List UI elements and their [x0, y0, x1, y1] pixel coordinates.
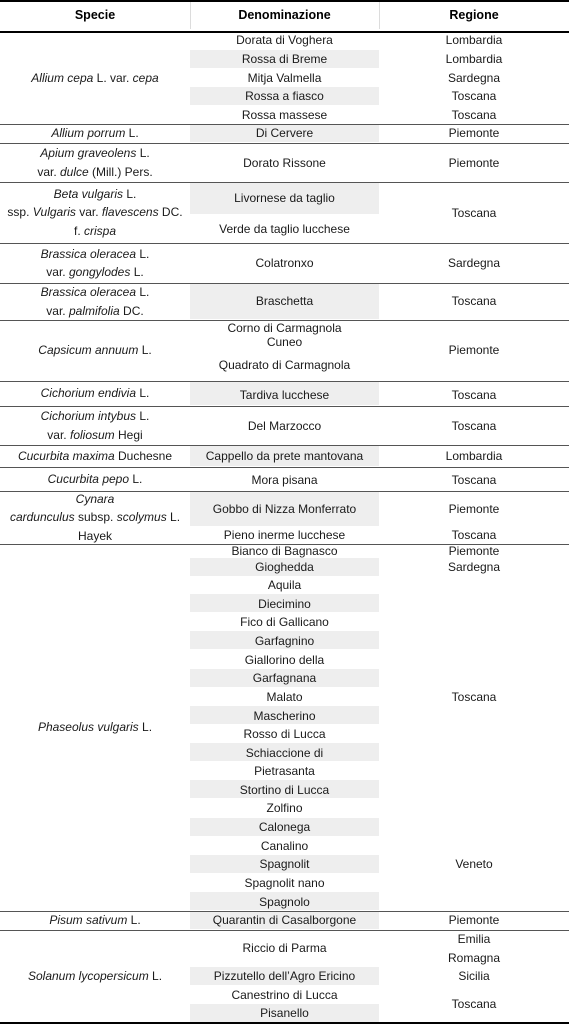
denomination-cell: Spagnolit nano — [244, 876, 325, 890]
species-name-italic: cardunculus — [9, 510, 75, 525]
species-name-text: var. — [46, 303, 69, 318]
denomination-cell: Mitja Valmella — [247, 71, 322, 85]
species-cell — [0, 384, 190, 403]
species-name-text: Duchesne — [114, 448, 173, 463]
region-cell: Piemonte — [448, 502, 500, 516]
species-name-italic: gongylodes — [68, 265, 131, 279]
region-cell: Lombardia — [445, 33, 503, 47]
region-cell: Toscana — [451, 997, 497, 1011]
region-cell: Veneto — [455, 857, 493, 871]
species-line — [0, 911, 190, 930]
denomination-cell: Pizzutello dell’Agro Ericino — [213, 969, 356, 983]
species-line — [0, 245, 190, 264]
species-name-italic: Vulgaris — [32, 205, 76, 220]
region-cell: Sardegna — [447, 256, 501, 270]
species-name-italic: dulce — [60, 164, 89, 179]
species-name-italic: Brassica oleracea — [40, 285, 137, 299]
species-cell — [0, 447, 190, 466]
species-name-italic: Allium porrum — [51, 126, 126, 141]
species-line — [0, 470, 190, 489]
species-line — [0, 341, 190, 360]
species-cell — [0, 490, 190, 546]
denomination-cell: Fico di Gallicano — [240, 615, 329, 629]
denomination-cell: Canalino — [260, 839, 309, 853]
species-line — [0, 124, 190, 143]
species-name-text: L. — [166, 510, 181, 525]
denomination-cell: Stortino di Lucca — [239, 783, 330, 797]
denomination-cell: Pietrasanta — [254, 764, 315, 778]
header-species: Specie — [74, 8, 116, 22]
region-cell: Lombardia — [445, 52, 503, 66]
species-line — [0, 163, 190, 182]
species-name-italic: Pisum sativum — [49, 913, 128, 928]
denomination-cell: Del Marzocco — [247, 419, 322, 433]
region-cell: Toscana — [451, 473, 497, 487]
species-name-text: L. — [136, 246, 150, 261]
denomination-cell: Malato — [266, 690, 303, 704]
denomination-cell: Giallorino della — [244, 653, 325, 667]
region-cell: Sardegna — [447, 560, 501, 574]
denomination-cell: Quarantin di Casalborgone — [212, 913, 357, 927]
region-cell: Piemonte — [448, 343, 500, 357]
denomination-cell: Braschetta — [255, 294, 314, 308]
species-line — [0, 144, 190, 163]
species-name-italic: Cynara — [75, 491, 115, 506]
species-name-text: L. — [138, 720, 153, 735]
denomination-cell: Gobbo di Nizza Monferrato — [212, 502, 357, 516]
group-separator — [0, 467, 569, 468]
species-line — [0, 407, 190, 426]
species-line — [0, 283, 190, 302]
denomination-cell: Spagnolo — [259, 895, 310, 909]
denomination-cell: Dorato Rissone — [243, 156, 326, 170]
species-name-text: (Mill.) Pers. — [88, 164, 153, 179]
header-region: Regione — [449, 8, 499, 22]
species-name-italic: Solanum lycopersicum — [27, 968, 149, 983]
species-name-text: var. — [46, 265, 69, 279]
species-name-text: var. — [75, 205, 102, 220]
denomination-cell: Pieno inerme lucchese — [223, 528, 346, 542]
species-cell — [0, 185, 190, 241]
region-cell: Toscana — [451, 388, 497, 402]
species-name-italic: cepa — [132, 71, 159, 86]
species-name-italic: Brassica oleracea — [40, 246, 137, 261]
species-line — [0, 185, 190, 204]
species-name-text: L. — [125, 126, 139, 141]
species-name-text: L. var. — [93, 71, 133, 86]
species-cell — [0, 341, 190, 360]
species-line — [0, 69, 190, 88]
header-divider — [379, 2, 380, 29]
denomination-cell: Mascherino — [253, 709, 316, 723]
species-line — [0, 263, 190, 282]
species-name-italic: Capsicum annuum — [38, 343, 139, 358]
region-cell: Toscana — [451, 294, 497, 308]
denomination-cell: Di Cervere — [255, 126, 314, 140]
denomination-cell: Garfagnana — [252, 671, 317, 685]
denomination-cell: Colatronxo — [255, 256, 314, 270]
species-name-text: DC. — [119, 303, 144, 318]
denomination-cell: Tardiva lucchese — [239, 388, 330, 402]
species-name-italic: Cichorium intybus — [40, 409, 137, 423]
species-name-text: L. — [148, 968, 163, 983]
region-cell: Toscana — [451, 528, 497, 542]
species-cell — [0, 407, 190, 444]
denomination-cell: Cappello da prete mantovana — [205, 449, 364, 463]
species-line — [0, 490, 190, 509]
species-line — [0, 447, 190, 466]
species-name-text: DC. — [158, 205, 183, 220]
species-name-text: L. — [129, 471, 143, 486]
region-cell: Piemonte — [448, 156, 500, 170]
species-name-text: var. — [47, 427, 70, 442]
denomination-cell: Mora pisana — [251, 473, 318, 487]
species-name-italic: crispa — [84, 223, 117, 238]
denomination-cell: Riccio di Parma — [242, 941, 327, 955]
species-name-text: L. — [123, 186, 137, 201]
denomination-cell: Livornese da taglio — [234, 191, 335, 205]
species-name-italic: flavescens — [101, 205, 159, 220]
denomination-cell: Calonega — [258, 820, 311, 834]
species-name-italic: scolymus — [116, 510, 167, 525]
species-name-text: ssp. — [7, 205, 33, 220]
header-divider — [190, 2, 191, 29]
denomination-cell: Cuneo — [266, 335, 303, 349]
species-cell — [0, 69, 190, 88]
species-line — [0, 302, 190, 321]
denomination-cell: Rosso di Lucca — [243, 727, 326, 741]
species-cell — [0, 911, 190, 930]
denomination-cell: Rossa a fiasco — [245, 89, 324, 103]
species-name-italic: Cichorium endivia — [40, 386, 137, 401]
species-cell — [0, 967, 190, 986]
species-name-italic: Phaseolus vulgaris — [37, 720, 139, 735]
species-name-text: var. — [37, 164, 60, 179]
region-cell: Emilia — [457, 932, 491, 946]
region-cell: Piemonte — [448, 126, 500, 140]
region-cell: Toscana — [451, 108, 497, 122]
denomination-cell: Rossa di Breme — [241, 52, 328, 66]
region-cell: Sardegna — [447, 71, 501, 85]
species-cell — [0, 283, 190, 320]
denomination-cell: Bianco di Bagnasco — [231, 544, 338, 558]
species-name-italic: Cucurbita maxima — [17, 448, 115, 463]
species-name-text: L. — [136, 146, 150, 160]
species-line — [0, 967, 190, 986]
species-name-italic: palmifolia — [68, 303, 120, 318]
species-cell — [0, 245, 190, 282]
region-cell: Toscana — [451, 419, 497, 433]
denomination-cell: Quadrato di Carmagnola — [218, 358, 351, 372]
species-name-text: Hayek — [77, 528, 112, 543]
species-line — [0, 718, 190, 737]
denomination-cell: Aquila — [267, 578, 302, 592]
species-line — [0, 203, 190, 222]
denomination-cell: Gioghedda — [255, 560, 314, 574]
species-line — [0, 222, 190, 241]
species-name-italic: foliosum — [69, 427, 115, 442]
species-name-italic: Cucurbita pepo — [47, 471, 130, 486]
region-cell: Romagna — [447, 951, 501, 965]
species-cell — [0, 124, 190, 143]
region-cell: Piemonte — [448, 913, 500, 927]
denomination-cell: Canestrino di Lucca — [231, 988, 338, 1002]
denomination-cell: Schiaccione di — [245, 746, 324, 760]
species-name-text: subsp. — [74, 510, 117, 525]
denomination-cell: Diecimino — [258, 597, 311, 611]
species-name-text: L. — [127, 913, 141, 928]
species-cell — [0, 718, 190, 737]
region-cell: Piemonte — [448, 544, 500, 558]
region-cell: Lombardia — [445, 449, 503, 463]
denomination-cell: Spagnolit — [259, 857, 310, 871]
denomination-cell: Pisanello — [260, 1006, 309, 1020]
species-name-text: L. — [136, 285, 150, 299]
species-cell — [0, 144, 190, 181]
denomination-cell: Garfagnino — [254, 634, 315, 648]
species-name-text: L. — [130, 265, 144, 279]
header-denomination: Denominazione — [238, 8, 331, 22]
region-cell: Toscana — [451, 206, 497, 220]
denomination-cell: Corno di Carmagnola — [227, 321, 342, 335]
denomination-cell: Zolfino — [266, 801, 303, 815]
region-cell: Toscana — [451, 89, 497, 103]
region-cell: Toscana — [451, 690, 497, 704]
species-cell — [0, 470, 190, 489]
species-line — [0, 426, 190, 445]
species-name-italic: Apium graveolens — [40, 146, 137, 160]
species-name-text: L. — [136, 386, 150, 401]
species-name-text: L. — [138, 343, 152, 358]
species-name-text: f. — [73, 223, 84, 238]
species-name-italic: Beta vulgaris — [53, 186, 124, 201]
species-name-italic: Allium cepa — [31, 71, 94, 86]
species-name-text: Hegi — [114, 427, 143, 442]
species-name-text: L. — [136, 409, 150, 423]
region-cell: Sicilia — [458, 969, 490, 983]
species-line — [0, 384, 190, 403]
denomination-cell: Dorata di Voghera — [236, 33, 333, 47]
species-line — [0, 527, 190, 546]
denomination-cell: Rossa massese — [241, 108, 328, 122]
species-line — [0, 508, 190, 527]
denomination-cell: Verde da taglio lucchese — [219, 222, 350, 236]
